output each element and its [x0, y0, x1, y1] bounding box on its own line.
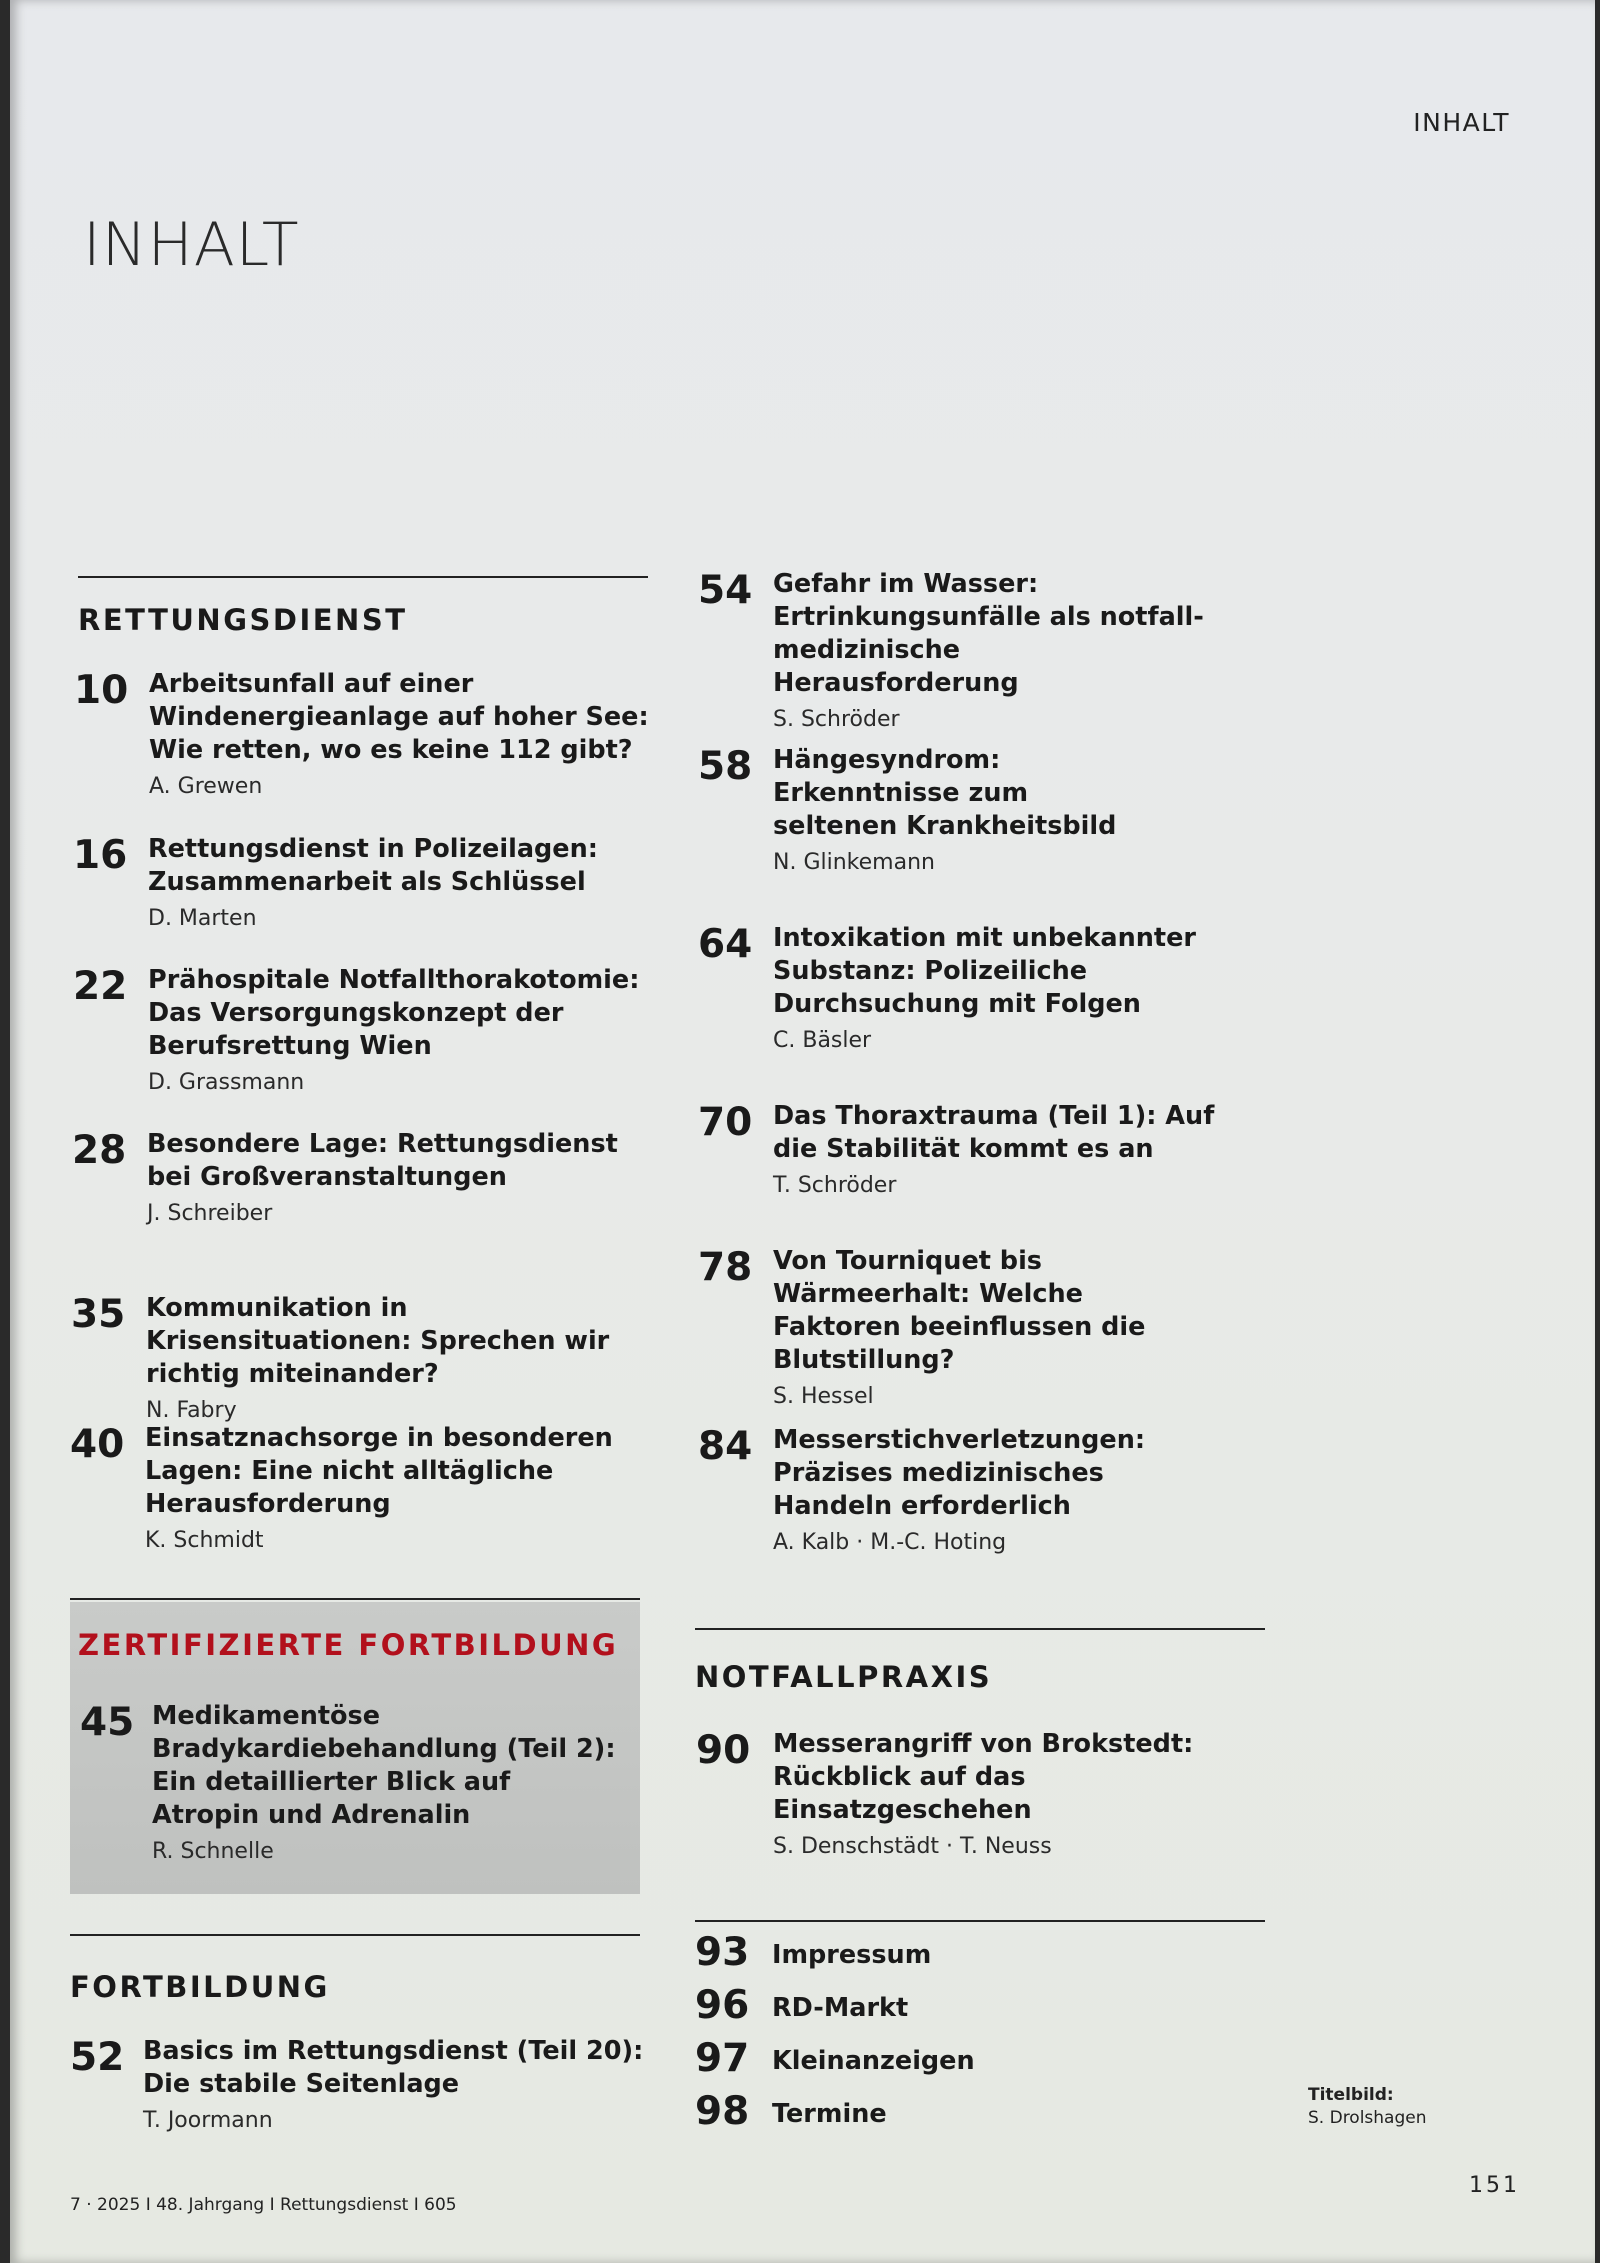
page-number: 45 — [80, 1700, 135, 1745]
article-title: Das Thoraxtrauma (Teil 1): Auf die Stabilität kommt es an — [773, 1101, 1215, 1164]
article-title: Besondere Lage: Rettungsdienst bei Großveranstaltungen — [147, 1129, 618, 1192]
running-head: INHALT — [1413, 108, 1510, 137]
section-rule — [78, 576, 648, 578]
page-number: 84 — [698, 1424, 753, 1469]
article-title: Intoxikation mit unbekannter Substanz: Polizeiliche Durchsuchung mit Folgen — [773, 923, 1196, 1019]
page-number: 97 — [695, 2036, 750, 2081]
page-number: 70 — [698, 1100, 753, 1145]
article-title: Hängesyndrom: Erkenntnisse zum seltenen Krankheitsbild — [773, 745, 1117, 841]
article-author: S. Hessel — [773, 1384, 874, 1409]
page-number: 52 — [70, 2035, 125, 2080]
article-title: Messerangriff von Brokstedt: Rückblick auf das Einsatzgeschehen — [773, 1729, 1194, 1825]
magazine-page — [10, 0, 1595, 2263]
page-number: 54 — [698, 568, 753, 613]
article-title: Rettungsdienst in Polizeilagen: Zusammenarbeit als Schlüssel — [148, 834, 598, 897]
section-label: Impressum — [772, 1940, 932, 1970]
section-label: RD-Markt — [772, 1993, 909, 2023]
section-label: Kleinanzeigen — [772, 2046, 975, 2076]
article-author: T. Schröder — [773, 1173, 897, 1198]
page-number: 16 — [73, 833, 128, 878]
section-heading-rettungsdienst: RETTUNGSDIENST — [78, 603, 408, 637]
page-number: 10 — [74, 668, 129, 713]
section-rule — [70, 1598, 640, 1600]
page-number: 64 — [698, 922, 753, 967]
section-heading-notfallpraxis: NOTFALLPRAXIS — [695, 1660, 993, 1694]
page-number: 90 — [696, 1728, 751, 1773]
article-title: Einsatznachsorge in besonderen Lagen: Eine nicht alltägliche Herausforderung — [145, 1423, 613, 1519]
section-rule — [70, 1934, 640, 1936]
article-author: K. Schmidt — [145, 1528, 264, 1553]
page-number: 40 — [70, 1422, 125, 1467]
article-author: J. Schreiber — [147, 1201, 273, 1226]
page-number: 93 — [695, 1930, 750, 1975]
article-author: A. Kalb · M.-C. Hoting — [773, 1530, 1007, 1555]
issue-footer: 7 · 2025 I 48. Jahrgang I Rettungsdienst I 605 — [70, 2195, 457, 2215]
section-heading-zertifizierte: ZERTIFIZIERTE FORTBILDUNG — [78, 1628, 619, 1662]
page-number: 28 — [72, 1128, 127, 1173]
article-title: Von Tourniquet bis Wärmeerhalt: Welche Faktoren beeinflussen die Blutstillung? — [773, 1246, 1146, 1375]
article-author: R. Schnelle — [152, 1839, 274, 1864]
page-number: 35 — [71, 1292, 126, 1337]
article-title: Gefahr im Wasser: Ertrinkungsunfälle als notfall-medizinische Herausforderung — [773, 569, 1204, 698]
article-author: S. Schröder — [773, 707, 900, 732]
article-author: T. Joormann — [143, 2108, 273, 2133]
section-rule — [695, 1628, 1265, 1630]
article-title: Arbeitsunfall auf einer Windenergieanlage auf hoher See: Wie retten, wo es keine 112 gibt? — [149, 669, 649, 765]
page-number: 78 — [698, 1245, 753, 1290]
section-heading-fortbildung: FORTBILDUNG — [70, 1970, 330, 2004]
cover-credit — [1308, 2084, 1427, 2130]
section-rule — [695, 1920, 1265, 1922]
article-author: D. Marten — [148, 906, 257, 931]
article-title: Medikamentöse Bradykardiebehandlung (Teil 2): Ein detaillierter Blick auf Atropin und Adrenalin — [152, 1701, 616, 1830]
page-title: INHALT — [83, 210, 300, 280]
article-author: A. Grewen — [149, 774, 263, 799]
article-author: N. Glinkemann — [773, 850, 935, 875]
article-author: D. Grassmann — [148, 1070, 305, 1095]
page-folio: 151 — [1469, 2173, 1520, 2198]
article-author: S. Denschstädt · T. Neuss — [773, 1834, 1052, 1859]
article-title: Kommunikation in Krisensituationen: Sprechen wir richtig miteinander? — [146, 1293, 610, 1389]
article-title: Prähospitale Notfallthorakotomie: Das Versorgungskonzept der Berufsrettung Wien — [148, 965, 640, 1061]
page-number: 58 — [698, 744, 753, 789]
article-author: C. Bäsler — [773, 1028, 872, 1053]
section-label: Termine — [772, 2099, 887, 2129]
page-number: 22 — [73, 964, 128, 1009]
cover-credit-label: Titelbild: — [1308, 2085, 1394, 2105]
page-number: 96 — [695, 1983, 750, 2028]
page-number: 98 — [695, 2089, 750, 2134]
article-title: Messerstichverletzungen: Präzises medizinisches Handeln erforderlich — [773, 1425, 1146, 1521]
article-title: Basics im Rettungsdienst (Teil 20): Die stabile Seitenlage — [143, 2036, 644, 2099]
article-author: N. Fabry — [146, 1398, 237, 1423]
cover-credit-name: S. Drolshagen — [1308, 2108, 1427, 2128]
